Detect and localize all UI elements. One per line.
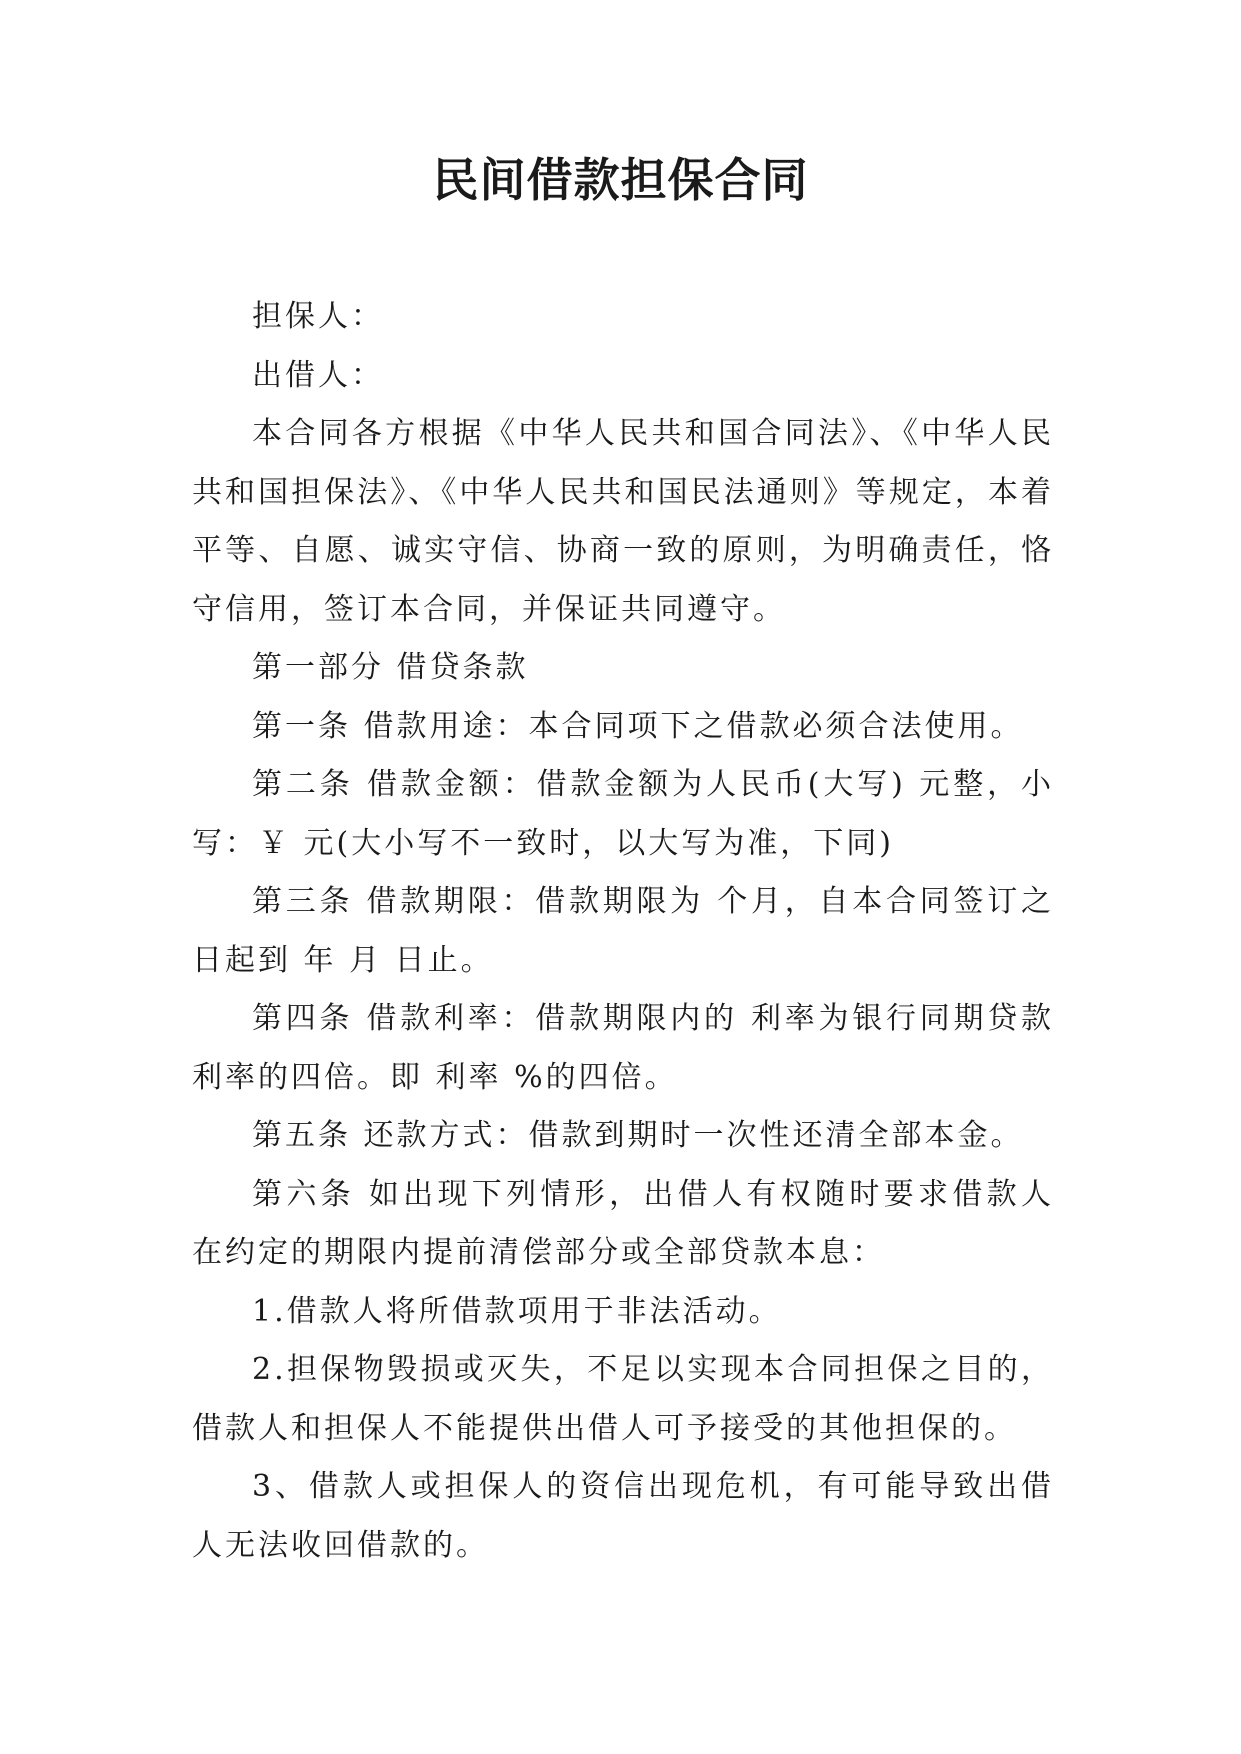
paragraph-lender: 出借人： <box>252 357 384 393</box>
paragraph-article-5: 第五条 还款方式：借款到期时一次性还清全部本金。 <box>252 1118 1024 1153</box>
paragraph-preamble: 本合同各方根据《中华人民共和国合同法》、《中华人民共和国担保法》、《中华人民共和国民法通则》等规定，本着平等、自愿、诚实守信、协商一致的原则，为明确责任，恪守信用，签订本合同，并保证共同遵守。 <box>192 416 1054 627</box>
paragraph-clause-1: 1.借款人将所借款项用于非法活动。 <box>252 1293 782 1329</box>
paragraph-article-4: 第四条 借款利率：借款期限内的 利率为银行同期贷款利率的四倍。即 利率 %的四倍。 <box>192 1001 1054 1095</box>
paragraph-article-1: 第一条 借款用途：本合同项下之借款必须合法使用。 <box>252 708 1024 744</box>
paragraph-article-2: 第二条 借款金额：借款金额为人民币(大写) 元整，小写：￥ 元(大小写不一致时，以大写为准，下同) <box>192 767 1054 861</box>
document-title: 民间借款担保合同 <box>432 153 809 207</box>
document-body <box>192 288 1054 1575</box>
paragraph-part-one-heading: 第一部分 借贷条款 <box>252 650 529 685</box>
paragraph-clause-2: 2.担保物毁损或灭失，不足以实现本合同担保之目的，借款人和担保人不能提供出借人可予接受的其他担保的。 <box>192 1352 1054 1446</box>
paragraph-clause-3: 3、借款人或担保人的资信出现危机，有可能导致出借人无法收回借款的。 <box>192 1469 1054 1563</box>
paragraph-article-6: 第六条 如出现下列情形，出借人有权随时要求借款人在约定的期限内提前清偿部分或全部贷款本息： <box>192 1176 1054 1270</box>
paragraph-guarantor: 担保人： <box>252 299 384 334</box>
paragraph-article-3: 第三条 借款期限：借款期限为 个月，自本合同签订之日起到 年 月 日止。 <box>192 884 1054 978</box>
